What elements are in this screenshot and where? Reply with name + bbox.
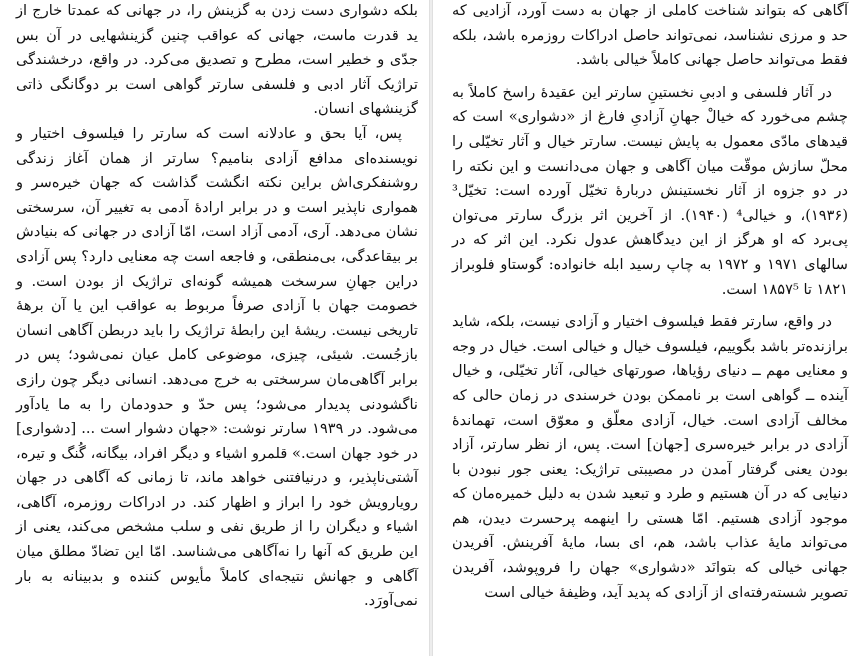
left-paragraph-2: پس، آیا بحق و عادلانه است که سارتر را فیلسوف اختیار و نویسنده‌ای مدافع آزادی بنامیم؟ سارتر از همان آغاز زندگی روشنفکری‌اش براین نکته انگشت گذاشت که جهان خیره‌سر و همواری ناپذیر است و در برابر ارادهٔ آدمی به تغییر آن، سرسختی نشان می‌دهد. آری، آدمی آزاد است، امّا آزادی در جهانی که بنیادش بر بیقاعدگی، بی‌منطقی، و فاجعه است چه معنایی دارد؟ پس آزادی دراین جهانِ سرسخت همیشه گونه‌ای تراژیک از بودن است. و خصومت جهان با آزادی صرفاً مربوط به عواقب این یا آن برهۀ تاریخی نیست. ریشهٔ این رابطهٔ تراژیک را باید دربطن آگاهی انسان بازجُست. شیئی، چیزی، موضوعی کامل عیان نمی‌شود؛ پس در برابر آگاهی‌مان سرسختی به خرج می‌دهد. انسانی دیگر چون رازی ناگشودنی پدیدار می‌شود؛ پس حدّ و حدودمان را به ما یادآور می‌شود. در ۱۹۳۹ سارتر نوشت: «جهان دشوار است ... [دشواری] در خود جهان است.» قلمرو اشیاء و دیگر افراد، بیگانه، گُنگ و تیره، آشتی‌ناپذیر، و درنیافتنی خواهد ماند، تا زمانی که آگاهی در جهان رویارویش خود را ابراز و اظهار کند. در ادراکات روزمره، آگاهی، اشیاء و دیگران را از طریق نفی و سلب مشخص می‌کند، یعنی از این طریق که آنها را نه‌آگاهی می‌شناسد. امّا این تضادّ مطلق میان آگاهی و جهانش نتیجه‌ای کاملاً مأیوس کننده و بدبینانه به بار نمی‌آورَد. <box>16 124 418 610</box>
left-page <box>0 0 430 656</box>
paragraph-gap <box>452 302 848 310</box>
paragraph-gap <box>452 73 848 81</box>
right-paragraph-2: در آثار فلسفی و ادبیِ نخستینِ سارتر این عقیدهٔ راسخ کاملاً به چشم می‌خورد که خیالْ جهانِ آزادیِ فارغ از «دشواری» است که قیدهای مادّی معمول به پایش نیست. سارتر خیال و آثار تخیّلی را محلّ سازش موقّت میان آگاهی و جهان می‌دانست و این نکته را در دو جزوه از آثار نخستینش دربارهٔ تخیّل آورده است: تخیّل³ (۱۹۳۶)، و خیالی⁴ (۱۹۴۰). از آخرین اثر بزرگ سارتر می‌توان پی‌برد که او هرگز از این دیدگاهش عدول نکرد. این اثر که در سالهای ۱۹۷۱ و ۱۹۷۲ به چاپ رسید ابله خانواده: گوستاو فلوبراز ۱۸۲۱ تا ۱۸۵۷⁵ است. <box>452 83 849 298</box>
right-page <box>432 0 862 656</box>
left-paragraph-1: بلکه دشواری دست زدن به گزینش را، در جهانی که عمدتا خارج از ید قدرت ماست، جهانی که عواقب چنین گزینشهایی در آن بس جدّی و خطیر است، مطرح و تصدیق می‌کرد. در واقع، درخشندگی تراژیک آثار ادبی و فلسفی سارتر گواهی است بر دوگانگی ذاتی گزینشهای انسان. <box>16 2 418 118</box>
right-paragraph-1: آگاهی که بتواند شناخت کاملی از جهان به دست آورد، آزادیی که حد و مرزی نشناسد، نمی‌تواند حاصل ادراکات روزمره باشد، بلکه فقط می‌تواند حاصل جهانی کاملاً خیالی باشد. <box>452 2 848 69</box>
right-paragraph-3: در واقع، سارتر فقط فیلسوف اختیار و آزادی نیست، بلکه، شاید برازنده‌تر باشد بگوییم، فیلسوف خیال و خیالی است. خیال در وجه و معنایی مهم ــ دنیای رؤیاها، صورتهای خیالی، آثار تخیّلی، و خیال آینده ــ گواهی است بر ناممکن بودن خرسندی در زمان حالی که مخالف آزادی است. خیال، آزادی معلّق و معوّق است، تهماندهٔ آزادی در برابر خیره‌سری [جهان] است. پس، از نظر سارتر، آزاد بودن یعنی گرفتار آمدن در مصیبتی تراژیک: یعنی جور نبودن با دنیایی که در آن هستیم و طرد و تبعید شدن به دلیل خمیره‌مان که موجود آزادی هستیم. امّا هستی را اینهمه پرحسرت دیدن، هم می‌تواند مایهٔ عذاب باشد، هم، ای بسا، مایهٔ آفرینش. آفریدن جهانی خیالی که بتوانَد «دشواری» جهان را فروپوشد، آفریدن تصویر شسته‌رفته‌ای از آزادی که پدید آید، وظیفهٔ خیالی است <box>452 313 848 601</box>
